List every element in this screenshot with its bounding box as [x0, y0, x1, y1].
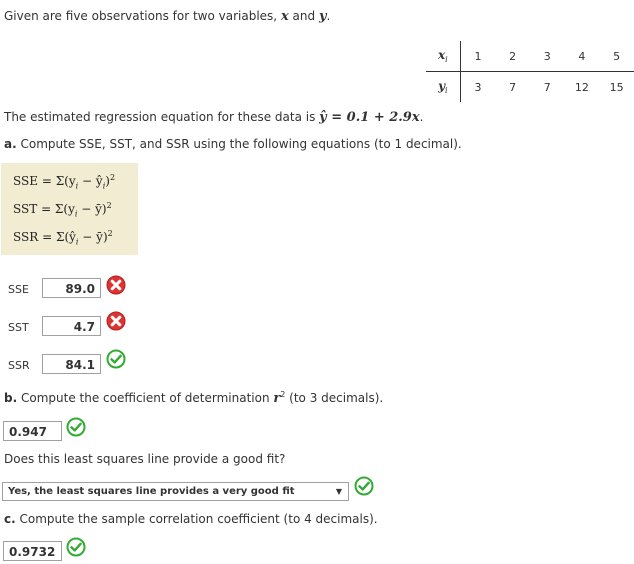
- formula-sse: SSE = $\Sigma(y_i$ − $ŷ_i)^2$: [13, 173, 116, 191]
- y-value: 7: [543, 80, 551, 94]
- fit-dropdown-value: Yes, the least squares line provides a very good fit: [8, 486, 295, 497]
- x-value: 5: [599, 41, 634, 72]
- y-value: 7: [509, 80, 517, 94]
- check-circle-icon: [66, 537, 86, 557]
- part-a-prompt: a. Compute SSE, SST, and SSR using the following equations (to 1 decimal).: [4, 137, 462, 151]
- formula-box: [1, 163, 138, 255]
- sst-label: SST: [8, 321, 29, 334]
- formula-sst: SST = $\Sigma(y_i$ − ȳ)$^2$: [13, 201, 112, 219]
- part-b-prompt: b. Compute the coefficient of determination $r^2$ (to 3 decimals).: [4, 390, 384, 406]
- triangle-down-icon: ▼: [335, 487, 342, 496]
- observation-table: [426, 41, 634, 102]
- ssr-label: SSR: [8, 359, 30, 372]
- fit-question: Does this least squares line provide a good fit?: [4, 452, 286, 466]
- ssr-input[interactable]: 84.1: [42, 354, 101, 374]
- check-circle-icon: [66, 417, 86, 437]
- formula-ssr: SSR = $\Sigma(ŷ_i$ − ȳ)$^2$: [13, 229, 113, 247]
- x-value: 2: [495, 41, 530, 72]
- x-circle-icon: [106, 311, 126, 331]
- y-value: 12: [574, 80, 589, 94]
- sse-label: SSE: [8, 283, 29, 296]
- row-header-y: $y_i$: [426, 72, 460, 103]
- sse-input[interactable]: 89.0: [42, 278, 101, 298]
- x-value: 3: [530, 41, 565, 72]
- intro-text: Given are five observations for two variables, x and y.: [4, 9, 331, 24]
- r-squared-input[interactable]: 0.947: [3, 421, 62, 441]
- check-circle-icon: [354, 476, 374, 496]
- sst-input[interactable]: 4.7: [42, 316, 101, 336]
- row-header-x: $x_i$: [426, 41, 460, 72]
- correlation-input[interactable]: 0.9732: [3, 541, 62, 561]
- regression-equation: ŷ = 0.1 + 2.9x: [319, 110, 420, 125]
- x-circle-icon: [106, 275, 126, 295]
- regression-text: The estimated regression equation for these data is ŷ = 0.1 + 2.9x.: [4, 110, 424, 125]
- part-c-prompt: c. Compute the sample correlation coefficient (to 4 decimals).: [4, 512, 378, 526]
- x-value: 4: [565, 41, 600, 72]
- fit-dropdown[interactable]: [2, 482, 349, 501]
- x-value: 1: [460, 41, 495, 72]
- y-value: 15: [609, 80, 624, 94]
- check-circle-icon: [106, 349, 126, 369]
- y-value: 3: [474, 80, 482, 94]
